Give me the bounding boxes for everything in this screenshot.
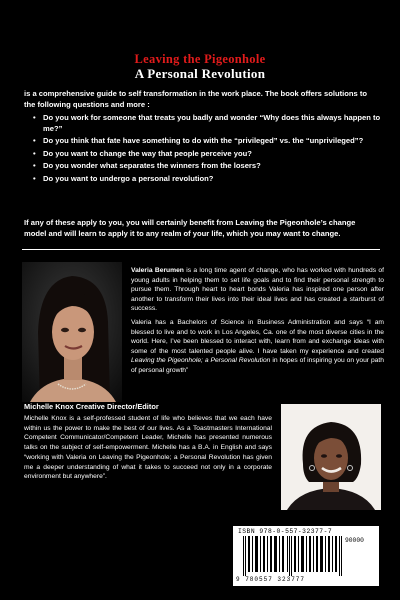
intro-text: is a comprehensive guide to self transformation in the work place. The book offers solutions to the following questions and more : — [24, 89, 368, 109]
book-title-reference: Leaving the Pigeonhole; a Personal Revolution — [131, 357, 271, 365]
question-list — [33, 113, 381, 187]
question-text: Do you think that fate have something to do with the “privileged” vs. the “unprivileged”? — [43, 136, 364, 146]
author-bio-text-3: in hopes of inspiring you on your path of personal growth” — [131, 357, 384, 374]
author-bio-text-1: is a long time agent of change, who has worked with hundreds of young adults in helping them to set life goals and to find their personal strength to pursue them. Through heart to heart bonds Valeria has inspired one person after another to transform their lives into their ideal lives and has created a starburst of success. — [131, 267, 384, 313]
closing-text: If any of these apply to you, you will certainly benefit from Leaving the Pigeonhole’s change model and will learn to apply it to any realm of your life, which you may want to change. — [24, 218, 356, 238]
question-item — [33, 136, 381, 147]
author-photo — [22, 262, 122, 402]
isbn-label: ISBN 978-0-557-32377-7 — [238, 528, 333, 535]
price-code: 90000 — [345, 537, 364, 544]
author-bio-paragraph-2 — [131, 318, 384, 376]
bullet-dot-icon: • — [33, 136, 36, 146]
question-item — [33, 113, 381, 134]
author-name: Valeria Berumen — [131, 267, 184, 274]
book-title: Leaving the Pigeonhole — [134, 52, 266, 66]
bullet-dot-icon: • — [33, 113, 36, 122]
bullet-dot-icon: • — [33, 148, 36, 158]
ean-digits: 9 780557 323777 — [236, 576, 306, 583]
question-item — [33, 174, 381, 185]
question-item — [33, 161, 381, 172]
question-item — [33, 149, 381, 160]
bullet-dot-icon: • — [33, 173, 36, 183]
editor-credit-title: Michelle Knox Creative Director/Editor — [24, 402, 159, 411]
bullet-dot-icon: • — [33, 161, 36, 171]
question-text: Do you want to change the way that people perceive you? — [43, 148, 252, 158]
author-bio — [131, 266, 384, 380]
author-bio-paragraph-1 — [131, 266, 384, 314]
author-bio-text-2: Valeria has a Bachelors of Science in Business Administration and says “I am blessed to live and to work in Los Angeles, Ca. one of the most diverse cities in the world. Here, I’ve been blessed to interact with, learn from and exchange ideas with some of the most talented people alive. I have taken my experience and created — [131, 318, 384, 355]
isbn-barcode — [233, 526, 379, 586]
question-text: Do you work for someone that treats you badly and wonder “Why does this always happen to me?” — [43, 113, 381, 133]
question-text: Do you wonder what separates the winners from the losers? — [43, 161, 261, 171]
editor-photo — [281, 404, 381, 510]
book-subtitle: A Personal Revolution — [134, 66, 266, 81]
editor-bio: Michelle Knox is a self-professed student of life who believes that we each have within us the power to make the best of our lives. As a Toastmasters International Competent Communicator/Competent Leader, Michelle has presented numerous talks on the subject of self-empowerment. Michelle has a B.A. in English and says “working with Valeria on Leaving the Pigeonhole; a Personal Revolution has given me a deeper understanding of what it takes to succeed not only in a corporate environment but anywhere”. — [24, 415, 272, 481]
question-text: Do you want to undergo a personal revolution? — [43, 173, 214, 183]
barcode-bars-icon — [243, 536, 343, 576]
divider-rule — [22, 249, 380, 250]
